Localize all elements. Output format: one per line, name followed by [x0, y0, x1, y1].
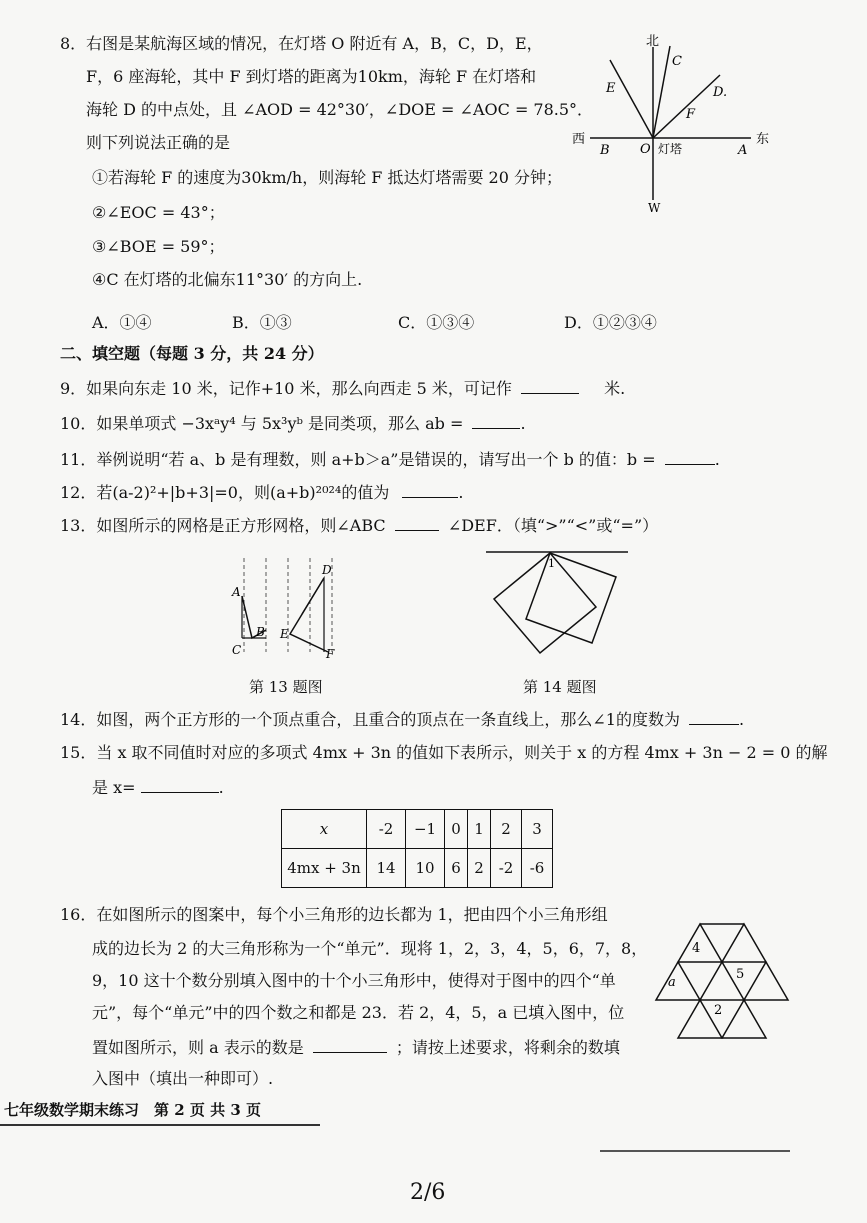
cell-4: 4 — [692, 941, 701, 956]
q8-option4: ④C 在灯塔的北偏东11°30′ 的方向上. — [92, 270, 363, 289]
q10-end: . — [520, 414, 526, 433]
q8-line4: 则下列说法正确的是 — [86, 133, 231, 152]
x-cell: −1 — [406, 810, 445, 849]
value-cell: -2 — [491, 849, 522, 888]
q15-end: . — [218, 778, 224, 797]
q16-line1: 16．在如图所示的图案中，每个小三角形的边长都为 1，把由四个小三角形组 — [60, 905, 608, 924]
label-south: W — [648, 201, 661, 215]
label-angle-1: 1 — [548, 557, 555, 570]
q8-option3: ③∠BOE = 59°； — [92, 237, 225, 256]
q14-text: 14．如图，两个正方形的一个顶点重合，且重合的顶点在一条直线上，那么∠1的度数为 — [60, 710, 680, 729]
q13 — [60, 514, 658, 537]
label-west: 西 — [572, 132, 586, 147]
q16-text-b: ；请按上述要求，将剩余的数填 — [395, 1038, 620, 1057]
q15-answer-blank[interactable] — [141, 776, 219, 793]
q13-text: 13．如图所示的网格是正方形网格，则∠ABC — [60, 516, 386, 535]
label-east: 东 — [756, 132, 770, 147]
label-f: F — [686, 107, 696, 122]
q11-end: . — [714, 450, 720, 469]
value-cell: -6 — [522, 849, 553, 888]
label-e: E — [280, 627, 289, 641]
q8-line1: 8．右图是某航海区域的情况，在灯塔 O 附近有 A，B，C，D，E， — [60, 34, 543, 53]
q8-choice-c: C．①③④ — [398, 313, 475, 332]
q12-end: . — [458, 483, 464, 502]
q16-line5 — [92, 1036, 620, 1059]
q12-answer-blank[interactable] — [402, 481, 458, 498]
ray-oe — [610, 60, 653, 138]
x-cell: 0 — [445, 810, 468, 849]
cell-2: 2 — [714, 1003, 723, 1018]
q14 — [60, 708, 744, 731]
q9 — [60, 377, 625, 400]
label-f: F — [326, 647, 335, 661]
q15-text: 是 x= — [92, 778, 136, 797]
q8-choice-b: B．①③ — [232, 313, 292, 332]
label-o: O — [640, 142, 651, 157]
value-cell: 14 — [367, 849, 406, 888]
label-b: B — [256, 625, 265, 639]
q8-option1: ①若海轮 F 的速度为30km/h，则海轮 F 抵达灯塔需要 20 分钟； — [92, 168, 563, 187]
q12 — [60, 481, 464, 504]
q16-line2: 成的边长为 2 的大三角形称为一个“单元”．现将 1，2，3，4，5，6，7，8， — [92, 939, 648, 958]
x-cell: 2 — [491, 810, 522, 849]
q16-line4: 元”，每个“单元”中的四个数之和都是 23．若 2，4，5，a 已填入图中，位 — [92, 1003, 625, 1022]
label-c: C — [672, 54, 682, 69]
q14-end: . — [739, 710, 745, 729]
q11-text: 11．举例说明“若 a、b 是有理数，则 a+b＞a”是错误的，请写出一个 b 的值：b = — [60, 450, 656, 469]
q8-line3: 海轮 D 的中点处，且 ∠AOD = 42°30′，∠DOE = ∠AOC = 78.5°． — [86, 100, 594, 119]
q10 — [60, 412, 526, 435]
q13-figure — [226, 552, 356, 662]
q16-answer-blank[interactable] — [313, 1036, 387, 1053]
q13-caption: 第 13 题图 — [249, 678, 323, 696]
q9-unit: 米. — [604, 379, 626, 398]
q8-figure — [568, 32, 783, 217]
q16-figure — [652, 920, 792, 1044]
x-cell: -2 — [367, 810, 406, 849]
q8-choice-d: D．①②③④ — [564, 313, 657, 332]
label-a: A — [738, 143, 748, 158]
q16-text-a: 置如图所示，则 a 表示的数是 — [92, 1038, 304, 1057]
table-row — [282, 810, 553, 849]
label-d: D. — [713, 85, 728, 100]
footer-rule-right — [600, 1150, 790, 1152]
label-b: B — [600, 143, 610, 158]
q14-figure — [478, 545, 638, 663]
x-cell: 1 — [468, 810, 491, 849]
footer-rule — [0, 1124, 320, 1126]
q13-text-mid: ∠DEF．（填“>”“<”或“=”） — [447, 516, 659, 535]
q10-text: 10．如果单项式 −3xᵃy⁴ 与 5x³yᵇ 是同类项，那么 ab = — [60, 414, 464, 433]
q12-text: 12．若(a-2)²+|b+3|=0，则(a+b)²⁰²⁴的值为 — [60, 483, 390, 502]
q14-caption: 第 14 题图 — [523, 678, 597, 696]
label-d: D — [322, 563, 332, 577]
page-number: 2/6 — [410, 1180, 446, 1205]
cell-a: a — [668, 975, 676, 990]
label-c: C — [232, 643, 242, 657]
q9-answer-blank[interactable] — [521, 377, 579, 394]
q9-text: 9．如果向东走 10 米，记作+10 米，那么向西走 5 米，可记作 — [60, 379, 512, 398]
q8-line2: F，6 座海轮，其中 F 到灯塔的距离为10km，海轮 F 在灯塔和 — [86, 67, 537, 86]
q14-answer-blank[interactable] — [689, 708, 739, 725]
q15-line2 — [92, 776, 224, 799]
q11-answer-blank[interactable] — [665, 448, 715, 465]
label-a: A — [232, 585, 241, 599]
footer-text: 七年级数学期末练习 第 2 页 共 3 页 — [4, 1101, 261, 1119]
x-cell: 3 — [522, 810, 553, 849]
q13-answer-blank[interactable] — [395, 514, 439, 531]
cell-5: 5 — [736, 967, 745, 982]
q8-choice-a: A．①④ — [92, 313, 152, 332]
table-row — [282, 849, 553, 888]
q8-option2: ②∠EOC = 43°； — [92, 203, 225, 222]
q11 — [60, 448, 720, 471]
value-cell: 10 — [406, 849, 445, 888]
label-north: 北 — [646, 34, 660, 49]
label-e: E — [606, 81, 616, 96]
value-cell: 2 — [468, 849, 491, 888]
q16-line6: 入图中（填出一种即可）. — [92, 1069, 274, 1088]
square-right — [526, 553, 616, 643]
angle-def — [290, 578, 328, 652]
label-lighthouse: 灯塔 — [658, 142, 683, 156]
row-head-polynomial: 4mx + 3n — [282, 849, 367, 888]
q15-value-table — [281, 809, 553, 888]
q16-line3: 9，10 这十个数分别填入图中的十个小三角形中，使得对于图中的四个“单 — [92, 971, 616, 990]
value-cell: 6 — [445, 849, 468, 888]
row-head-x: x — [282, 810, 367, 849]
section-title: 二、填空题（每题 3 分，共 24 分） — [60, 344, 324, 363]
q15-line1: 15．当 x 取不同值时对应的多项式 4mx + 3n 的值如下表所示，则关于 x 的方程 4mx + 3n − 2 = 0 的解 — [60, 743, 828, 762]
q10-answer-blank[interactable] — [472, 412, 520, 429]
